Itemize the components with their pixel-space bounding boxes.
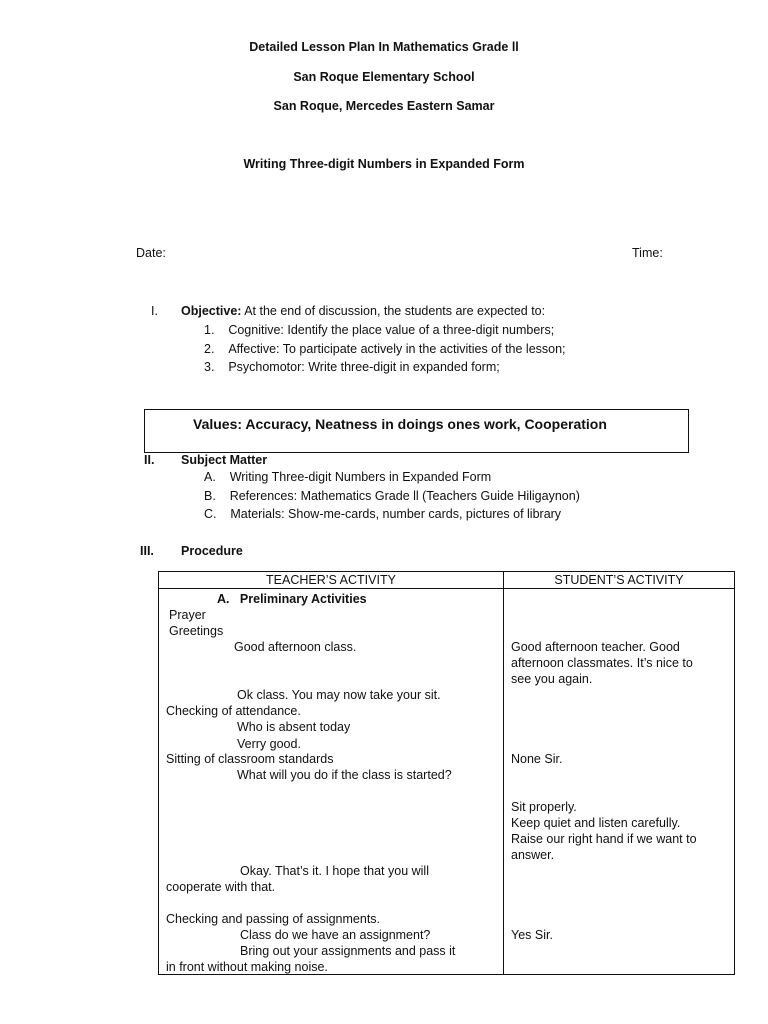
school-location: San Roque, Mercedes Eastern Samar: [273, 99, 495, 113]
objective-item: 1. Cognitive: Identify the place value of a three-digit numbers;: [204, 323, 555, 337]
student-line: None Sir.: [511, 752, 563, 766]
student-line: afternoon classmates. It’s nice to: [511, 656, 693, 670]
values-box: [144, 409, 689, 453]
teacher-line: Prayer: [169, 608, 206, 622]
subject-item: B. References: Mathematics Grade ll (Teachers Guide Hiligaynon): [204, 489, 580, 503]
objective-item: 2. Affective: To participate actively in the activities of the lesson;: [204, 342, 566, 356]
student-line: Raise our right hand if we want to: [511, 832, 697, 846]
teacher-line: Bring out your assignments and pass it: [240, 944, 456, 958]
objective-heading: [181, 304, 545, 318]
values-text: Values: Accuracy, Neatness in doings ones work, Cooperation: [193, 416, 607, 432]
teacher-line: Class do we have an assignment?: [240, 928, 431, 942]
teacher-line: in front without making noise.: [166, 960, 328, 974]
student-activity-cell: [504, 589, 735, 975]
student-line: Yes Sir.: [511, 928, 553, 942]
date-label: Date:: [136, 246, 166, 260]
student-activity-header: STUDENT’S ACTIVITY: [504, 572, 735, 589]
teacher-activity-header: TEACHER’S ACTIVITY: [159, 572, 504, 589]
teacher-line: Checking of attendance.: [166, 704, 301, 718]
teacher-line: cooperate with that.: [166, 880, 276, 894]
table-header-row: [159, 572, 735, 589]
subject-heading: Subject Matter: [181, 453, 268, 467]
teacher-activity-cell: [159, 589, 504, 975]
teacher-line: Verry good.: [237, 737, 301, 751]
teacher-line: Good afternoon class.: [234, 640, 357, 654]
objective-item: 3. Psychomotor: Write three-digit in expanded form;: [204, 360, 500, 374]
student-line: Good afternoon teacher. Good: [511, 640, 680, 654]
teacher-line: What will you do if the class is started?: [237, 768, 452, 782]
document-title: Detailed Lesson Plan In Mathematics Grade ll: [249, 40, 519, 54]
student-line: Sit properly.: [511, 800, 577, 814]
student-line: see you again.: [511, 672, 593, 686]
subject-item: A. Writing Three-digit Numbers in Expanded Form: [204, 470, 492, 484]
teacher-line: Ok class. You may now take your sit.: [237, 688, 441, 702]
procedure-heading: Procedure: [181, 544, 243, 558]
student-line: Keep quiet and listen carefully.: [511, 816, 681, 830]
procedure-numeral: III.: [140, 544, 154, 558]
subject-item: C. Materials: Show-me-cards, number cards, pictures of library: [204, 507, 562, 521]
student-line: answer.: [511, 848, 555, 862]
subject-numeral: II.: [144, 453, 155, 467]
teacher-line: Who is absent today: [237, 720, 351, 734]
school-name: San Roque Elementary School: [293, 70, 475, 84]
teacher-line: A. Preliminary Activities: [217, 592, 367, 606]
objective-numeral: I.: [151, 304, 158, 318]
teacher-line: Checking and passing of assignments.: [166, 912, 381, 926]
procedure-table: [158, 571, 735, 975]
teacher-line: Okay. That’s it. I hope that you will: [240, 864, 429, 878]
time-label: Time:: [632, 246, 663, 260]
lesson-topic: Writing Three-digit Numbers in Expanded Form: [243, 157, 525, 171]
teacher-line: Sitting of classroom standards: [166, 752, 334, 766]
objective-label: Objective:: [181, 304, 242, 318]
table-row: [159, 589, 735, 975]
objective-intro: At the end of discussion, the students are expected to:: [241, 304, 546, 318]
teacher-line: Greetings: [169, 624, 224, 638]
